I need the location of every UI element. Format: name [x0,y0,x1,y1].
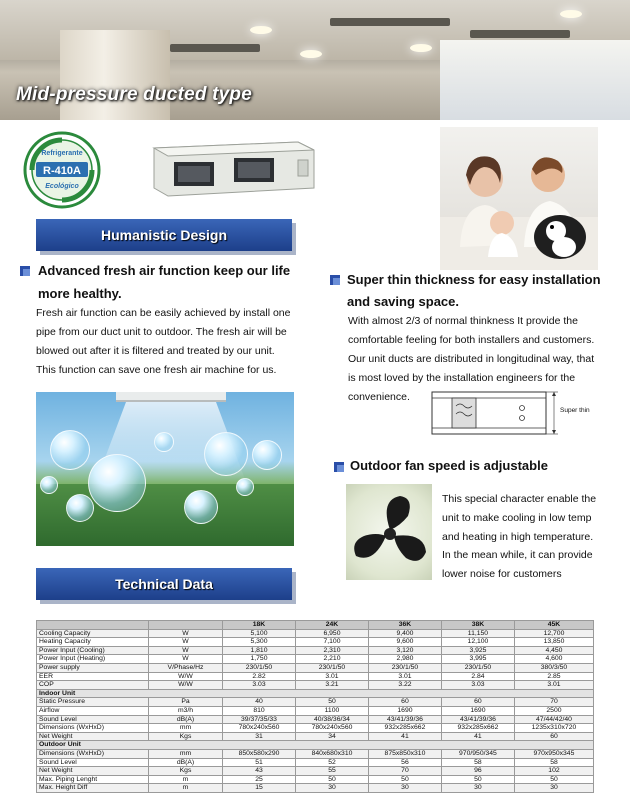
text-line: Our unit ducts are distributed in longitudinal way, that [348,353,595,365]
table-cell: 30 [514,784,593,793]
header-cell [149,621,223,630]
row-label: EER [37,672,149,681]
table-cell: 30 [368,784,441,793]
table-cell: 50 [295,775,368,784]
table-cell: 1235x310x720 [514,724,593,733]
table-row [37,732,594,741]
table-cell: 43 [223,767,296,776]
text-line: This function can save one fresh air machine for us. [36,364,277,376]
model-header: 18K [223,621,296,630]
section-header-technical [36,568,292,600]
model-header: 24K [295,621,368,630]
row-unit: Kgs [149,732,223,741]
logo-top-text: Refrigerante [41,150,83,157]
table-cell: 5,100 [223,629,296,638]
table-cell: 56 [368,758,441,767]
table-row [37,767,594,776]
fan-image [346,484,432,580]
table-row [37,672,594,681]
table-cell: 3.01 [514,681,593,690]
row-label: Max. Height Diff [37,784,149,793]
text-line: is most loved by the installation engineers for the [348,372,576,384]
ceiling-vent [170,44,260,52]
table-cell: 41 [441,732,514,741]
table-cell: 4,450 [514,646,593,655]
row-unit: m [149,784,223,793]
table-cell: 3.01 [368,672,441,681]
table-cell: 12,700 [514,629,593,638]
table-row [37,749,594,758]
text-line: With almost 2/3 of normal thinkness It provide the [348,315,578,327]
table-cell: 102 [514,767,593,776]
ceiling-light [250,26,272,34]
section-title: Technical Data [115,576,213,592]
bubble [50,430,90,470]
table-cell: 2500 [514,706,593,715]
table-cell: 60 [368,698,441,707]
logo-mid-text: R-410A [43,165,81,177]
table-cell: 25 [223,775,296,784]
table-row [37,663,594,672]
header-banner [0,0,630,120]
table-cell: 1,810 [223,646,296,655]
row-label: Sound Level [37,715,149,724]
section-label: Outdoor Unit [37,741,594,750]
ceiling-vent [470,30,570,38]
bullet-icon [20,266,30,276]
row-label: Static Pressure [37,698,149,707]
row-unit: W [149,646,223,655]
row-label: Dimensions (WxHxD) [37,724,149,733]
window-image [440,40,630,120]
table-cell: 60 [441,698,514,707]
row-label: Net Weight [37,767,149,776]
bubble [154,432,174,452]
table-cell: 3.03 [223,681,296,690]
table-cell: 52 [295,758,368,767]
row-label: Net Weight [37,732,149,741]
text-line: Fresh air function can be easily achieved by install one [36,307,291,319]
table-cell: 1100 [295,706,368,715]
text-line: unit to make cooling in low temp [442,511,592,524]
table-cell: 2.82 [223,672,296,681]
spec-table [36,620,594,793]
table-row [37,758,594,767]
fresh-air-heading-1: Advanced fresh air function keep our life [38,263,291,278]
table-cell: 13,850 [514,638,593,647]
table-cell: 31 [223,732,296,741]
table-cell: 1690 [441,706,514,715]
table-cell: 2.84 [441,672,514,681]
table-cell: 780x240x560 [295,724,368,733]
row-label: Airflow [37,706,149,715]
table-cell: 230/1/50 [295,663,368,672]
table-cell: 43/41/39/36 [368,715,441,724]
table-cell: 70 [368,767,441,776]
bubble [88,454,146,512]
row-unit: mm [149,749,223,758]
table-cell: 850x580x290 [223,749,296,758]
page-title: Mid-pressure ducted type [16,84,253,105]
table-row [37,638,594,647]
row-unit: Kgs [149,767,223,776]
table-cell: 3.01 [295,672,368,681]
text-line: This special character enable the [442,493,597,505]
table-row [37,646,594,655]
table-header-row [37,621,594,630]
bubble [184,490,218,524]
table-cell: 58 [514,758,593,767]
table-cell: 875x850x310 [368,749,441,758]
table-cell: 9,600 [368,638,441,647]
table-cell: 3,120 [368,646,441,655]
model-header: 38K [441,621,514,630]
row-label: Power supply [37,663,149,672]
row-label: Cooling Capacity [37,629,149,638]
text-line: lower noise for customers [442,568,562,581]
text-line: pipe from our duct unit to outdoor. The fresh air will be [36,326,287,338]
row-unit: W [149,638,223,647]
table-row [37,655,594,664]
marble-pillar [60,30,170,120]
table-cell: 50 [514,775,593,784]
table-cell: 50 [295,698,368,707]
super-thin-diagram [430,388,600,440]
table-cell: 840x680x310 [295,749,368,758]
table-cell: 2,980 [368,655,441,664]
row-label: Power Input (Heating) [37,655,149,664]
row-label: Power Input (Cooling) [37,646,149,655]
table-cell: 4,600 [514,655,593,664]
table-cell: 43/41/39/36 [441,715,514,724]
table-cell: 932x285x662 [441,724,514,733]
table-row [37,724,594,733]
ceiling-light [410,44,432,52]
bullet-icon [334,462,344,472]
table-cell: 3.22 [368,681,441,690]
table-cell: 1,750 [223,655,296,664]
logo-bottom-text: Ecológico [45,183,79,190]
table-cell: 970/950/345 [441,749,514,758]
table-cell: 11,150 [441,629,514,638]
row-unit: W/W [149,672,223,681]
row-unit: dB(A) [149,758,223,767]
ceiling-light [560,10,582,18]
row-unit: m3/h [149,706,223,715]
outdoor-fan-text [442,490,602,584]
table-cell: 5,300 [223,638,296,647]
table-cell: 34 [295,732,368,741]
table-cell: 50 [441,775,514,784]
section-title: Humanistic Design [100,227,228,243]
bubble [204,432,248,476]
row-label: COP [37,681,149,690]
table-cell: 55 [295,767,368,776]
text-line: comfortable feeling for both installers and customers. [348,334,595,346]
row-unit: W [149,629,223,638]
r410a-logo [22,130,102,210]
table-section-row [37,689,594,698]
table-cell: 60 [514,732,593,741]
table-cell: 7,100 [295,638,368,647]
table-cell: 50 [368,775,441,784]
super-thin-heading-2: and saving space. [347,294,459,309]
table-cell: 12,100 [441,638,514,647]
table-cell: 2.85 [514,672,593,681]
table-cell: 2,310 [295,646,368,655]
text-line: blowed out after it is filtered and treated by our unit. [36,345,275,357]
row-unit: V/Phase/Hz [149,663,223,672]
table-row [37,706,594,715]
header-cell [37,621,149,630]
table-cell: 58 [441,758,514,767]
section-header-humanistic [36,219,292,251]
table-cell: 41 [368,732,441,741]
text-line: convenience. [348,391,410,403]
table-cell: 9,400 [368,629,441,638]
fresh-air-text [36,304,298,380]
table-cell: 39/37/35/33 [223,715,296,724]
bubble [40,476,58,494]
table-row [37,715,594,724]
row-unit: dB(A) [149,715,223,724]
family-photo [440,127,598,270]
table-row [37,775,594,784]
table-cell: 51 [223,758,296,767]
model-header: 36K [368,621,441,630]
table-cell: 30 [295,784,368,793]
table-cell: 230/1/50 [368,663,441,672]
ceiling-vent [330,18,450,26]
table-row [37,681,594,690]
table-row [37,784,594,793]
diagram-label: Super thin [560,407,590,414]
model-header: 45K [514,621,593,630]
section-label: Indoor Unit [37,689,594,698]
row-unit: Pa [149,698,223,707]
table-cell: 230/1/50 [223,663,296,672]
row-label: Dimensions (WxHxD) [37,749,149,758]
row-unit: mm [149,724,223,733]
ducted-unit-image [148,138,318,198]
table-cell: 970x950x345 [514,749,593,758]
text-line: In the mean while, it can provide [442,549,593,562]
row-label: Max. Piping Lenght [37,775,149,784]
table-cell: 810 [223,706,296,715]
table-cell: 3.21 [295,681,368,690]
row-unit: m [149,775,223,784]
table-cell: 96 [441,767,514,776]
text-line: and heating in high temperature. [442,530,594,543]
row-unit: W/W [149,681,223,690]
bullet-icon [330,275,340,285]
row-label: Heating Capacity [37,638,149,647]
table-section-row [37,741,594,750]
fresh-air-image [36,392,294,546]
indoor-unit-graphic [116,392,226,402]
row-unit: W [149,655,223,664]
table-cell: 30 [441,784,514,793]
table-row [37,629,594,638]
table-cell: 70 [514,698,593,707]
table-cell: 47/44/42/40 [514,715,593,724]
table-row [37,698,594,707]
table-cell: 40/38/36/34 [295,715,368,724]
table-cell: 932x285x662 [368,724,441,733]
table-cell: 230/1/50 [441,663,514,672]
table-cell: 2,210 [295,655,368,664]
super-thin-heading-1: Super thin thickness for easy installation [347,272,601,287]
bubble [236,478,254,496]
fresh-air-heading-2: more healthy. [38,286,122,301]
table-cell: 15 [223,784,296,793]
table-cell: 380/3/50 [514,663,593,672]
table-cell: 6,950 [295,629,368,638]
bubble [66,494,94,522]
table-cell: 1690 [368,706,441,715]
table-cell: 780x240x560 [223,724,296,733]
table-cell: 3.03 [441,681,514,690]
table-cell: 40 [223,698,296,707]
row-label: Sound Level [37,758,149,767]
table-cell: 3,925 [441,646,514,655]
bubble [252,440,282,470]
outdoor-fan-heading: Outdoor fan speed is adjustable [350,458,548,473]
table-cell: 3,995 [441,655,514,664]
ceiling-light [300,50,322,58]
